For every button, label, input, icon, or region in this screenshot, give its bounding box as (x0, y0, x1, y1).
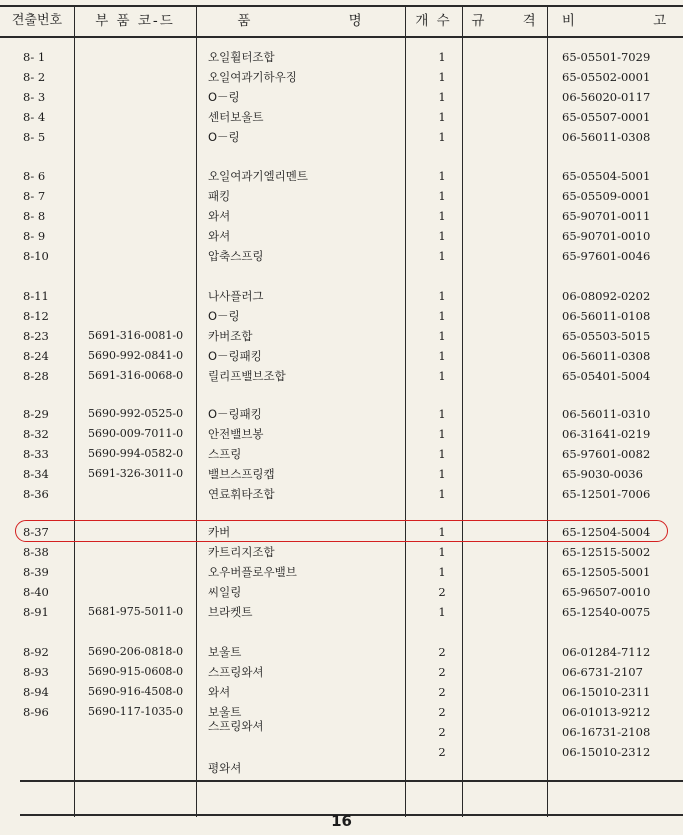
quantity-cell: 1 (438, 369, 446, 383)
index-no-cell: 8-94 (23, 685, 49, 699)
quantity-cell: 1 (438, 50, 446, 64)
quantity-cell: 1 (438, 467, 446, 481)
part-name-cell: 브라켓트 (208, 605, 253, 619)
quantity-cell: 2 (438, 585, 446, 599)
index-no-cell: 8- 5 (23, 130, 46, 144)
quantity-cell: 1 (438, 90, 446, 104)
remarks-cell: 65-97601-0046 (562, 249, 651, 263)
part-code-cell: 5690-009-7011-0 (88, 427, 184, 440)
part-code-cell: 5681-975-5011-0 (88, 605, 184, 618)
remarks-cell: 06-15010-2312 (562, 745, 651, 759)
quantity-cell: 1 (438, 605, 446, 619)
part-name-cell: 카버조합 (208, 329, 253, 343)
remarks-cell: 06-15010-2311 (562, 685, 651, 699)
remarks-cell: 06-56011-0308 (562, 349, 651, 363)
part-name-cell: 오일휠터조합 (208, 50, 275, 64)
part-code-cell: 5690-992-0525-0 (88, 407, 184, 420)
remarks-cell: 65-05509-0001 (562, 189, 651, 203)
table-bottom-rule (20, 780, 683, 782)
quantity-cell: 1 (438, 545, 446, 559)
quantity-cell: 1 (438, 70, 446, 84)
part-code-cell: 5690-916-4508-0 (88, 685, 184, 698)
quantity-cell: 1 (438, 407, 446, 421)
index-no-cell: 8-34 (23, 467, 49, 481)
header-index-no: 견출번호 (11, 13, 63, 28)
part-name-cell: O－링 (208, 90, 240, 104)
part-name-cell: 오우버플로우밸브 (208, 565, 297, 579)
quantity-cell: 2 (438, 725, 446, 739)
index-no-cell: 8-29 (23, 407, 49, 421)
remarks-cell: 65-9030-0036 (562, 467, 643, 481)
quantity-cell: 2 (438, 685, 446, 699)
remarks-cell: 06-56011-0308 (562, 130, 651, 144)
quantity-cell: 1 (438, 427, 446, 441)
index-no-cell: 8- 3 (23, 90, 46, 104)
index-no-cell: 8-33 (23, 447, 49, 461)
index-no-cell: 8-28 (23, 369, 49, 383)
remarks-cell: 65-90701-0010 (562, 229, 651, 243)
part-code-cell: 5691-326-3011-0 (88, 467, 184, 480)
part-name-cell: 씨일링 (208, 585, 242, 599)
part-name-cell: 오일여과기하우징 (208, 70, 297, 84)
part-name-cell: 카버 (208, 525, 231, 539)
quantity-cell: 1 (438, 349, 446, 363)
quantity-cell: 1 (438, 169, 446, 183)
quantity-cell: 2 (438, 705, 446, 719)
quantity-cell: 2 (438, 665, 446, 679)
index-no-cell: 8- 7 (23, 189, 46, 203)
remarks-cell: 06-56011-0108 (562, 309, 651, 323)
quantity-cell: 1 (438, 565, 446, 579)
page-number: 16 (331, 812, 352, 830)
index-no-cell: 8-92 (23, 645, 49, 659)
header-bottom-rule (0, 36, 683, 38)
quantity-cell: 1 (438, 309, 446, 323)
remarks-cell: 65-05504-5001 (562, 169, 651, 183)
part-code-cell: 5690-117-1035-0 (88, 705, 184, 718)
index-no-cell: 8-11 (23, 289, 49, 303)
remarks-cell: 06-6731-2107 (562, 665, 643, 679)
part-code-cell: 5690-992-0841-0 (88, 349, 184, 362)
index-no-cell: 8- 2 (23, 70, 46, 84)
part-code-cell: 5691-316-0081-0 (88, 329, 184, 342)
part-code-cell: 5690-915-0608-0 (88, 665, 184, 678)
header-part-code: 부 품 코-드 (95, 13, 175, 29)
remarks-cell: 65-97601-0082 (562, 447, 651, 461)
part-name-cell: O－링 (208, 130, 240, 144)
remarks-cell: 06-56020-0117 (562, 90, 651, 104)
remarks-cell: 65-05503-5015 (562, 329, 651, 343)
index-no-cell: 8-36 (23, 487, 49, 501)
part-name-cell: 오일여과기엘리멘트 (208, 169, 308, 183)
remarks-cell: 06-01013-9212 (562, 705, 651, 719)
remarks-cell: 06-31641-0219 (562, 427, 651, 441)
header-remarks: 비 고 (561, 13, 669, 29)
part-name-cell: 카트리지조합 (208, 545, 275, 559)
part-name-cell: 나사플러그 (208, 289, 264, 303)
index-no-cell: 8-38 (23, 545, 49, 559)
index-no-cell: 8-24 (23, 349, 49, 363)
quantity-cell: 1 (438, 289, 446, 303)
column-divider (74, 5, 75, 817)
quantity-cell: 2 (438, 745, 446, 759)
column-divider (462, 5, 463, 817)
header-part-name: 품 명 (237, 13, 364, 29)
part-name-cell: O－링패킹 (208, 349, 262, 363)
part-name-cell: 센터보울트 (208, 110, 264, 124)
remarks-cell: 06-08092-0202 (562, 289, 651, 303)
index-no-cell: 8- 6 (23, 169, 46, 183)
remarks-cell: 65-05501-7029 (562, 50, 651, 64)
remarks-cell: 65-12501-7006 (562, 487, 651, 501)
part-name-cell: 밸브스프링캡 (208, 467, 275, 481)
remarks-cell: 65-90701-0011 (562, 209, 651, 223)
index-no-cell: 8-39 (23, 565, 49, 579)
part-name-cell: O－링패킹 (208, 407, 262, 421)
index-no-cell: 8- 1 (23, 50, 46, 64)
header-quantity: 개 수 (415, 13, 452, 29)
index-no-cell: 8-10 (23, 249, 49, 263)
quantity-cell: 2 (438, 645, 446, 659)
part-name-cell: 압축스프링 (208, 249, 264, 263)
index-no-cell: 8- 9 (23, 229, 46, 243)
quantity-cell: 1 (438, 189, 446, 203)
column-divider (196, 5, 197, 817)
part-name-cell: 안전밸브봉 (208, 427, 264, 441)
quantity-cell: 1 (438, 130, 446, 144)
remarks-cell: 65-05502-0001 (562, 70, 651, 84)
part-name-cell: 와셔 (208, 685, 231, 699)
part-code-cell: 5690-994-0582-0 (88, 447, 184, 460)
quantity-cell: 1 (438, 229, 446, 243)
highlight-oval (15, 520, 668, 542)
part-code-cell: 5691-316-0068-0 (88, 369, 184, 382)
quantity-cell: 1 (438, 249, 446, 263)
part-name-cell: 연료휘타조합 (208, 487, 275, 501)
part-name-cell: 스프링 (208, 447, 242, 461)
remarks-cell: 65-12540-0075 (562, 605, 651, 619)
index-no-cell: 8-32 (23, 427, 49, 441)
remarks-cell: 65-12505-5001 (562, 565, 651, 579)
index-no-cell: 8- 4 (23, 110, 46, 124)
remarks-cell: 06-56011-0310 (562, 407, 651, 421)
part-name-cell: 보울트 (208, 645, 242, 659)
quantity-cell: 1 (438, 110, 446, 124)
index-no-cell: 8-93 (23, 665, 49, 679)
column-divider (547, 5, 548, 817)
part-code-cell: 5690-206-0818-0 (88, 645, 184, 658)
remarks-cell: 06-01284-7112 (562, 645, 651, 659)
index-no-cell: 8-37 (23, 525, 49, 539)
part-name-cell: 릴리프밸브조합 (208, 369, 286, 383)
index-no-cell: 8-12 (23, 309, 49, 323)
remarks-cell: 06-16731-2108 (562, 725, 651, 739)
quantity-cell: 1 (438, 209, 446, 223)
part-name-cell: 패킹 (208, 189, 231, 203)
quantity-cell: 1 (438, 487, 446, 501)
remarks-cell: 65-12515-5002 (562, 545, 651, 559)
column-divider (405, 5, 406, 817)
part-name-cell: 와셔 (208, 229, 231, 243)
remarks-cell: 65-05507-0001 (562, 110, 651, 124)
part-name-cell: 스프링와셔 (208, 665, 264, 679)
remarks-cell: 65-12504-5004 (562, 525, 651, 539)
quantity-cell: 1 (438, 329, 446, 343)
index-no-cell: 8-96 (23, 705, 49, 719)
index-no-cell: 8-40 (23, 585, 49, 599)
index-no-cell: 8- 8 (23, 209, 46, 223)
part-name-cell: O－링 (208, 309, 240, 323)
index-no-cell: 8-91 (23, 605, 49, 619)
index-no-cell: 8-23 (23, 329, 49, 343)
part-name-cell: 스프링와셔 (208, 719, 264, 733)
part-name-cell: 와셔 (208, 209, 231, 223)
quantity-cell: 1 (438, 525, 446, 539)
remarks-cell: 65-05401-5004 (562, 369, 651, 383)
header-spec: 규 격 (471, 13, 538, 29)
remarks-cell: 65-96507-0010 (562, 585, 651, 599)
part-name-cell: 보울트 (208, 705, 242, 719)
quantity-cell: 1 (438, 447, 446, 461)
part-name-cell: 평와셔 (208, 761, 242, 775)
